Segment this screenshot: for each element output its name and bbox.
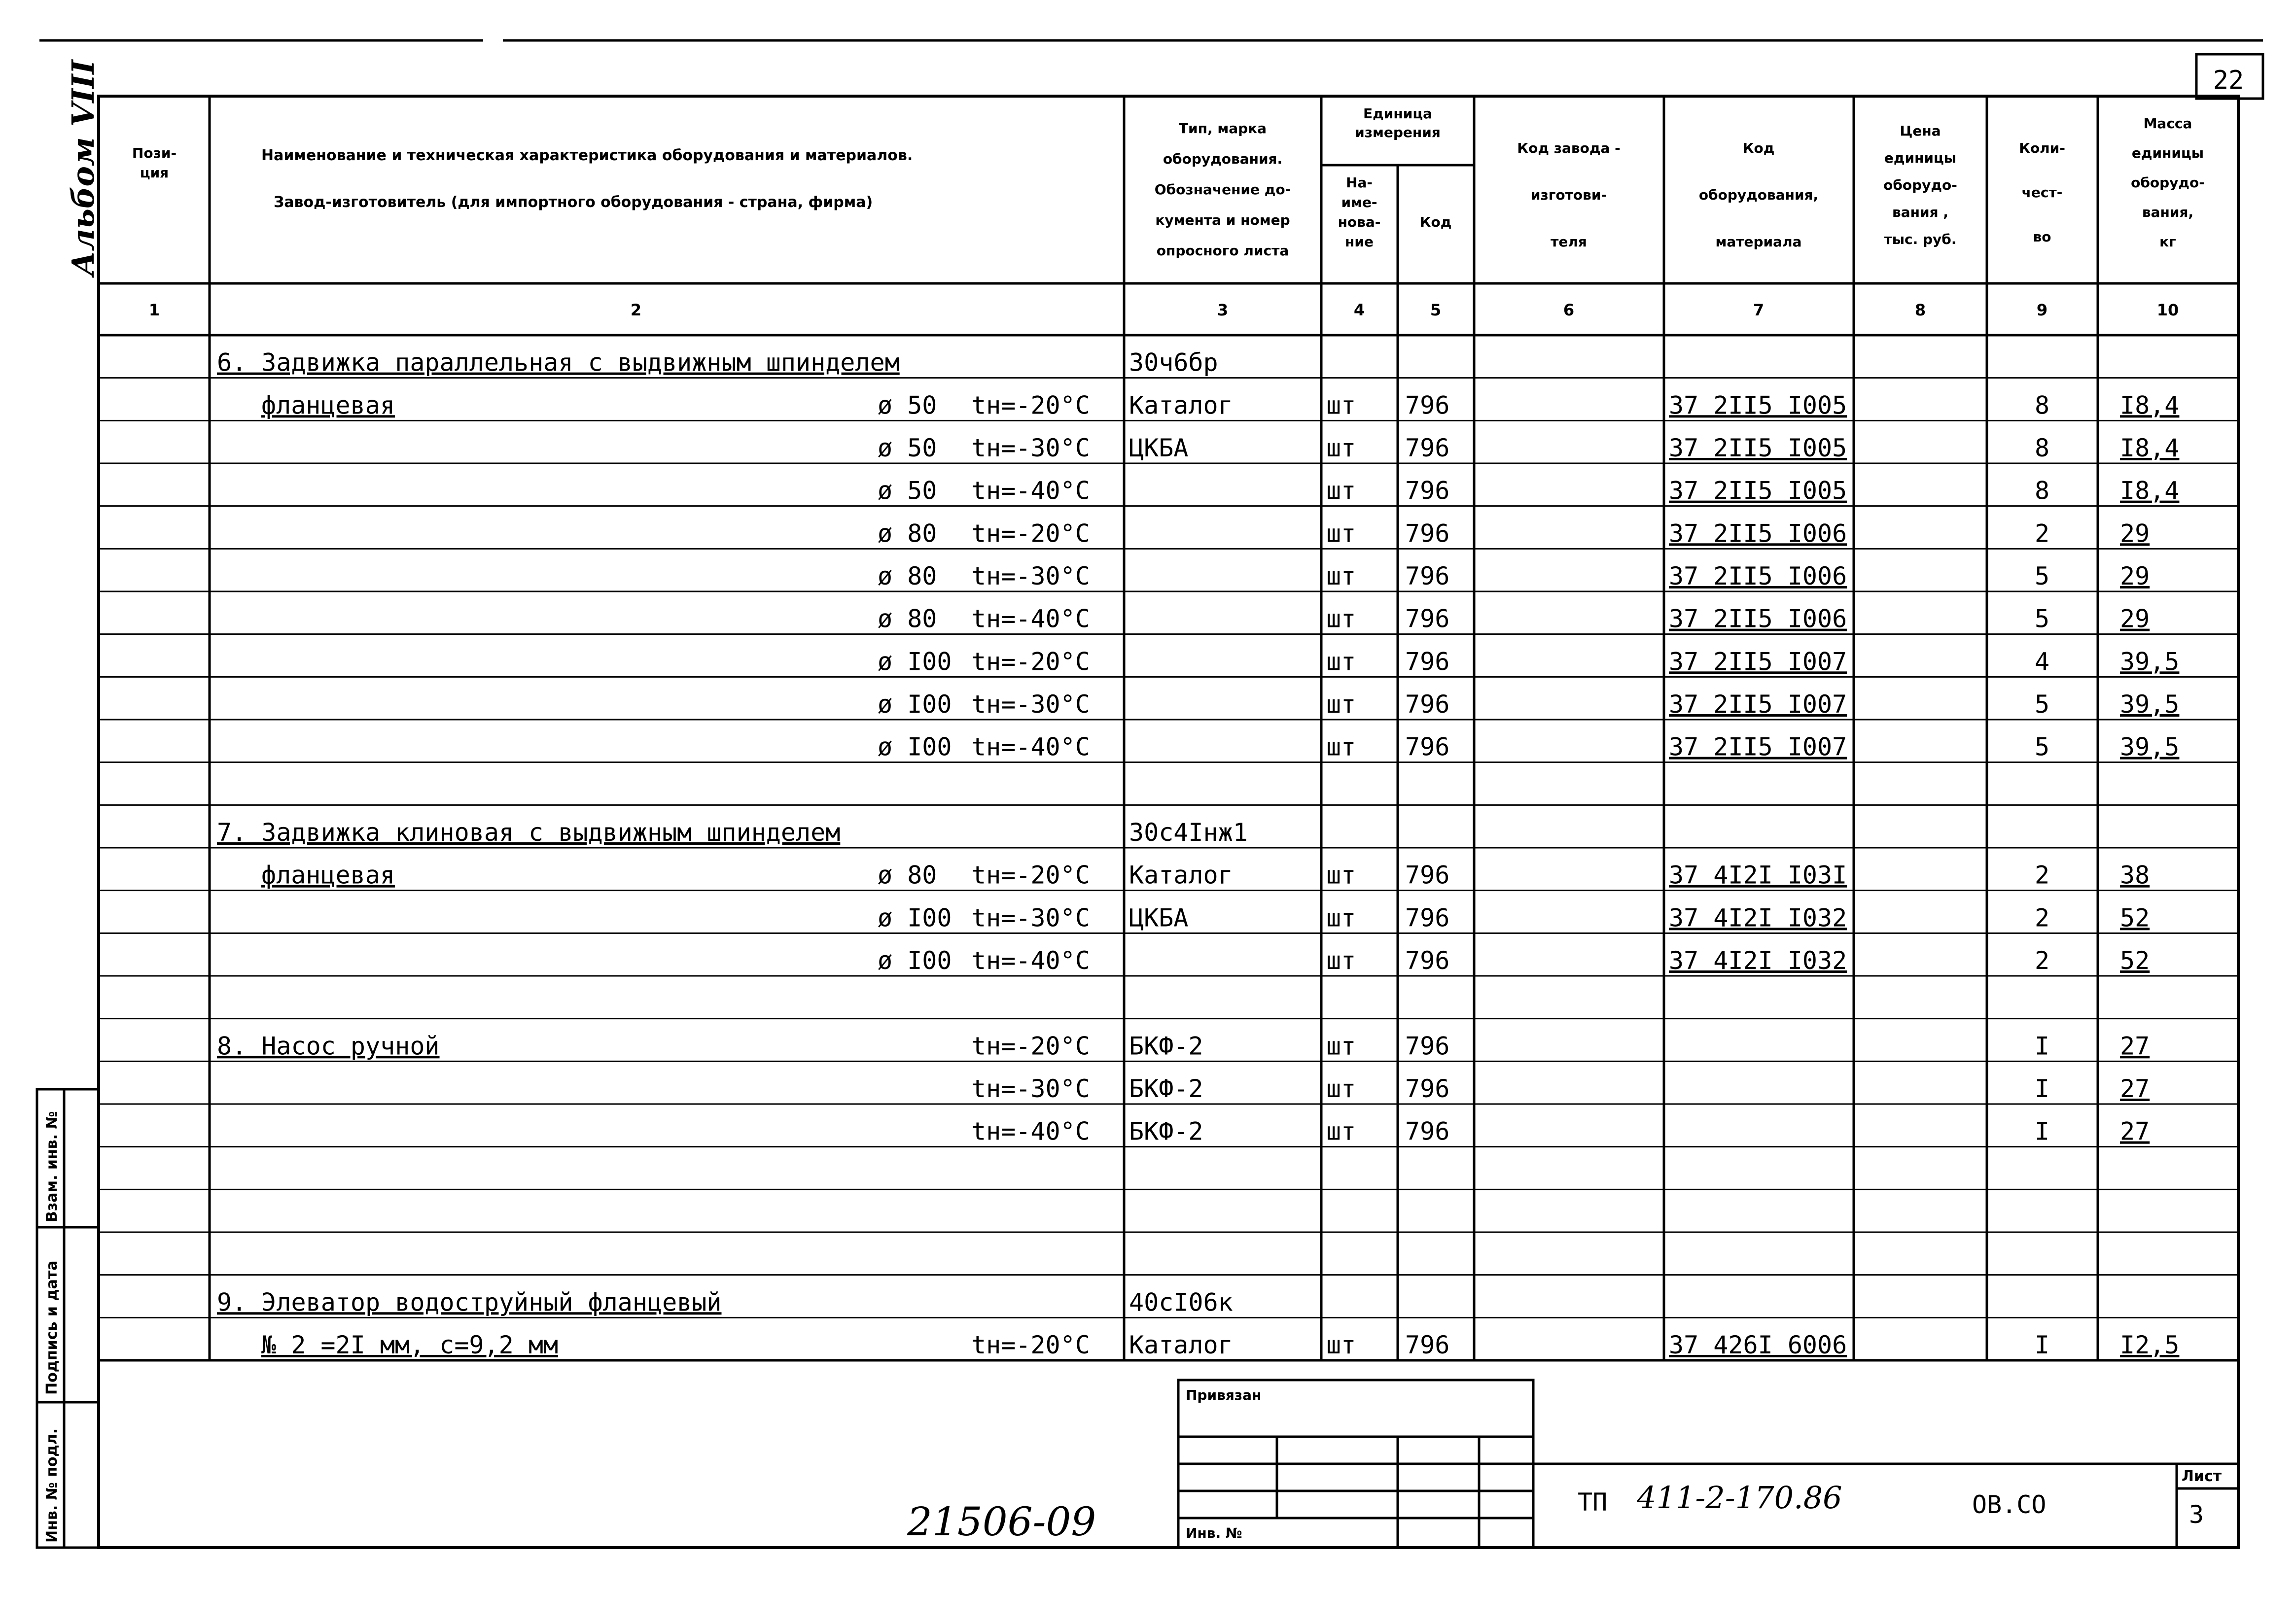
row-unit-code: 796 bbox=[1405, 946, 1450, 975]
row-name: фланцевая bbox=[261, 861, 395, 890]
row-type: ЦКБА bbox=[1129, 434, 1189, 462]
row-diameter: ø 80 bbox=[878, 562, 937, 590]
row-temperature: tн=-40°С bbox=[971, 1117, 1090, 1146]
row-unit-code: 796 bbox=[1405, 647, 1450, 676]
sheet-label: Лист bbox=[2182, 1468, 2222, 1485]
table-row bbox=[99, 1074, 2238, 1104]
row-diameter: ø 50 bbox=[878, 391, 937, 420]
row-equipment-code: 37 4I2I I032 bbox=[1669, 903, 1847, 933]
row-name: 9. Элеватор водоструйный фланцевый bbox=[217, 1288, 722, 1317]
row-temperature: tн=-30°С bbox=[971, 434, 1090, 462]
row-type: 40сI06к bbox=[1129, 1288, 1233, 1317]
h-col7-line: Код bbox=[1742, 140, 1775, 156]
row-quantity: 4 bbox=[2034, 647, 2050, 676]
doc-code: ОВ.СО bbox=[1972, 1490, 2047, 1519]
h-col7-line: оборудования, bbox=[1698, 187, 1819, 203]
row-unit: шт bbox=[1326, 946, 1356, 975]
row-mass: 39,5 bbox=[2120, 690, 2180, 719]
row-temperature: tн=-30°С bbox=[971, 562, 1090, 590]
tp-number: 411-2-170.86 bbox=[1637, 1480, 1842, 1516]
row-type: 30ч6бр bbox=[1129, 348, 1218, 377]
h-col6-line: изготови- bbox=[1530, 187, 1607, 203]
row-name: 8. Насос ручной bbox=[217, 1032, 440, 1061]
row-type: 30с4Iнж1 bbox=[1129, 818, 1248, 847]
tp-prefix: ТП bbox=[1578, 1488, 1608, 1517]
h-col3-line: Обозначение до- bbox=[1154, 181, 1291, 198]
row-type: Каталог bbox=[1129, 391, 1233, 420]
h-col4-line: ние bbox=[1345, 234, 1374, 250]
table-row bbox=[99, 1331, 2238, 1360]
row-mass: I8,4 bbox=[2120, 391, 2180, 420]
h-col8-line: вания , bbox=[1892, 204, 1948, 220]
column-number: 3 bbox=[1217, 301, 1229, 319]
row-diameter: ø 50 bbox=[878, 434, 937, 462]
row-mass: 29 bbox=[2120, 562, 2150, 590]
row-temperature: tн=-40°С bbox=[971, 732, 1090, 761]
row-diameter: ø I00 bbox=[878, 946, 952, 975]
row-quantity: 5 bbox=[2034, 562, 2050, 590]
row-mass: 27 bbox=[2120, 1074, 2150, 1103]
row-quantity: 8 bbox=[2034, 391, 2050, 420]
row-diameter: ø 80 bbox=[878, 861, 937, 890]
h-col10-line: оборудо- bbox=[2131, 174, 2205, 191]
sheet-number-box bbox=[2196, 54, 2263, 99]
row-temperature: tн=-30°С bbox=[971, 1074, 1090, 1103]
h-col4-line: нова- bbox=[1338, 214, 1381, 230]
row-unit: шт bbox=[1326, 903, 1356, 933]
h-col7-line: материала bbox=[1715, 234, 1802, 250]
row-type: Каталог bbox=[1129, 861, 1233, 890]
row-temperature: tн=-20°С bbox=[971, 519, 1090, 548]
h-col45-line: Единица bbox=[1363, 105, 1432, 122]
column-number: 5 bbox=[1430, 301, 1442, 319]
column-lines bbox=[210, 96, 2098, 1360]
h-col10-line: Масса bbox=[2143, 115, 2192, 132]
h-col3-line: оборудования. bbox=[1163, 151, 1283, 167]
row-equipment-code: 37 4I2I I03I bbox=[1669, 861, 1847, 890]
table-row bbox=[99, 605, 2238, 634]
row-unit-code: 796 bbox=[1405, 519, 1450, 548]
row-mass: 52 bbox=[2120, 903, 2150, 933]
table-row bbox=[99, 434, 2238, 463]
header-name-line1: Наименование и техническая характеристика оборудования и материалов. bbox=[261, 147, 913, 164]
row-unit-code: 796 bbox=[1405, 903, 1450, 933]
row-unit-code: 796 bbox=[1405, 732, 1450, 761]
row-temperature: tн=-20°С bbox=[971, 1331, 1090, 1359]
row-quantity: 2 bbox=[2034, 946, 2050, 975]
row-unit: шт bbox=[1326, 519, 1356, 548]
row-equipment-code: 37 2II5 I006 bbox=[1669, 562, 1847, 590]
h-col6-line: теля bbox=[1551, 234, 1587, 250]
title-block bbox=[99, 1360, 2238, 1548]
row-type: ЦКБА bbox=[1129, 903, 1189, 933]
row-unit-code: 796 bbox=[1405, 861, 1450, 890]
row-mass: I8,4 bbox=[2120, 434, 2180, 462]
table-row bbox=[99, 391, 2238, 420]
row-mass: 39,5 bbox=[2120, 647, 2180, 676]
row-temperature: tн=-20°С bbox=[971, 647, 1090, 676]
table-row bbox=[99, 946, 2238, 976]
table-row bbox=[99, 477, 2238, 506]
row-equipment-code: 37 2II5 I007 bbox=[1669, 732, 1847, 761]
row-temperature: tн=-20°С bbox=[971, 861, 1090, 890]
row-type: Каталог bbox=[1129, 1331, 1233, 1359]
row-quantity: 8 bbox=[2034, 476, 2050, 505]
row-unit: шт bbox=[1326, 647, 1356, 676]
h-col45-line: измерения bbox=[1355, 124, 1441, 140]
column-number: 10 bbox=[2156, 301, 2179, 319]
column-numbers-row bbox=[149, 301, 2179, 319]
row-unit-code: 796 bbox=[1405, 690, 1450, 719]
row-unit: шт bbox=[1326, 690, 1356, 719]
h-col8-line: тыс. руб. bbox=[1884, 231, 1957, 247]
table-row bbox=[99, 1117, 2238, 1147]
table-row bbox=[99, 1032, 2238, 1061]
column-number: 9 bbox=[2036, 301, 2048, 319]
table-header bbox=[132, 105, 2205, 259]
row-quantity: 2 bbox=[2034, 519, 2050, 548]
row-unit-code: 796 bbox=[1405, 1074, 1450, 1103]
column-number: 2 bbox=[630, 301, 642, 319]
table-row bbox=[99, 690, 2238, 720]
row-mass: I8,4 bbox=[2120, 476, 2180, 505]
h-col8-line: оборудо- bbox=[1883, 177, 1957, 193]
h-col3-line: кумента и номер bbox=[1155, 212, 1290, 228]
table-row bbox=[99, 1288, 2238, 1317]
table-row bbox=[99, 348, 2238, 378]
row-mass: I2,5 bbox=[2120, 1331, 2180, 1359]
row-type: БКФ-2 bbox=[1129, 1074, 1203, 1103]
row-quantity: 5 bbox=[2034, 690, 2050, 719]
row-equipment-code: 37 4I2I I032 bbox=[1669, 946, 1847, 975]
row-unit-code: 796 bbox=[1405, 391, 1450, 420]
stamp-inv-original: Инв. № подл. bbox=[43, 1428, 61, 1543]
table-row bbox=[99, 818, 2238, 848]
column-number: 7 bbox=[1753, 301, 1765, 319]
row-type: БКФ-2 bbox=[1129, 1117, 1203, 1146]
row-temperature: tн=-20°С bbox=[971, 391, 1090, 420]
h-col4-line: име- bbox=[1341, 194, 1377, 210]
row-type: БКФ-2 bbox=[1129, 1032, 1203, 1061]
sheet-number: 22 bbox=[2213, 66, 2244, 95]
row-name: 6. Задвижка параллельная с выдвижным шпинделем bbox=[217, 348, 900, 377]
h-col10-line: единицы bbox=[2131, 145, 2204, 161]
row-equipment-code: 37 2II5 I005 bbox=[1669, 391, 1847, 420]
row-temperature: tн=-40°С bbox=[971, 476, 1090, 505]
table-row bbox=[99, 647, 2238, 677]
row-equipment-code: 37 2II5 I006 bbox=[1669, 604, 1847, 633]
row-temperature: tн=-30°С bbox=[971, 903, 1090, 933]
h-col9-line: чест- bbox=[2021, 184, 2063, 201]
inv-no-label: Инв. № bbox=[1186, 1525, 1242, 1541]
row-mass: 29 bbox=[2120, 519, 2150, 548]
h-col3-line: Тип, марка bbox=[1178, 120, 1267, 137]
stamp-signature-date: Подпись и дата bbox=[43, 1260, 61, 1395]
row-unit-code: 796 bbox=[1405, 1331, 1450, 1359]
row-quantity: 8 bbox=[2034, 434, 2050, 462]
row-mass: 39,5 bbox=[2120, 732, 2180, 761]
column-number: 1 bbox=[148, 301, 160, 319]
h-col1-line: ция bbox=[140, 165, 169, 181]
row-unit: шт bbox=[1326, 476, 1356, 505]
h-col6-line: Код завода - bbox=[1517, 140, 1621, 156]
row-unit-code: 796 bbox=[1405, 434, 1450, 462]
column-number: 6 bbox=[1563, 301, 1575, 319]
h-col1-line: Пози- bbox=[132, 145, 177, 161]
h-col5-line: Код bbox=[1419, 214, 1452, 230]
row-diameter: ø I00 bbox=[878, 903, 952, 933]
row-equipment-code: 37 2II5 I007 bbox=[1669, 647, 1847, 676]
row-equipment-code: 37 2II5 I005 bbox=[1669, 434, 1847, 462]
row-unit-code: 796 bbox=[1405, 604, 1450, 633]
row-name: фланцевая bbox=[261, 391, 395, 420]
row-mass: 27 bbox=[2120, 1117, 2150, 1146]
row-quantity: I bbox=[2034, 1074, 2050, 1103]
album-label: Альбом VIII bbox=[65, 60, 101, 276]
row-temperature: tн=-40°С bbox=[971, 604, 1090, 633]
stamp-replace-inv: Взам. инв. № bbox=[43, 1111, 61, 1222]
row-mass: 52 bbox=[2120, 946, 2150, 975]
h-col9-line: Коли- bbox=[2019, 140, 2065, 156]
column-number: 4 bbox=[1353, 301, 1365, 319]
h-col10-line: кг bbox=[2159, 234, 2176, 250]
row-diameter: ø 80 bbox=[878, 519, 937, 548]
row-quantity: 2 bbox=[2034, 861, 2050, 890]
table-row bbox=[99, 733, 2238, 762]
h-col4-line: На- bbox=[1346, 174, 1373, 191]
h-col8-line: Цена bbox=[1900, 123, 1941, 139]
row-unit-code: 796 bbox=[1405, 476, 1450, 505]
row-name: 7. Задвижка клиновая с выдвижным шпинделем bbox=[217, 818, 841, 847]
row-temperature: tн=-20°С bbox=[971, 1032, 1090, 1061]
h-col10-line: вания, bbox=[2142, 204, 2194, 220]
row-quantity: I bbox=[2034, 1117, 2050, 1146]
row-unit: шт bbox=[1326, 1032, 1356, 1061]
row-diameter: ø I00 bbox=[878, 647, 952, 676]
row-unit: шт bbox=[1326, 1117, 1356, 1146]
row-unit: шт bbox=[1326, 391, 1356, 420]
column-number: 8 bbox=[1914, 301, 1926, 319]
archive-number: 21506-09 bbox=[907, 1499, 1096, 1545]
h-col3-line: опросного листа bbox=[1156, 242, 1289, 259]
h-col8-line: единицы bbox=[1884, 150, 1957, 166]
row-name: № 2 =2I мм, с=9,2 мм bbox=[261, 1331, 559, 1359]
row-unit-code: 796 bbox=[1405, 562, 1450, 590]
row-quantity: I bbox=[2034, 1032, 2050, 1061]
row-unit: шт bbox=[1326, 732, 1356, 761]
row-temperature: tн=-40°С bbox=[971, 946, 1090, 975]
row-unit: шт bbox=[1326, 562, 1356, 590]
row-unit: шт bbox=[1326, 604, 1356, 633]
row-quantity: I bbox=[2034, 1331, 2050, 1359]
header-name-line2: Завод-изготовитель (для импортного оборудования - страна, фирма) bbox=[274, 194, 873, 211]
row-unit: шт bbox=[1326, 861, 1356, 890]
table-row bbox=[99, 861, 2238, 891]
row-unit: шт bbox=[1326, 434, 1356, 462]
row-equipment-code: 37 426I 6006 bbox=[1669, 1331, 1847, 1359]
row-equipment-code: 37 2II5 I007 bbox=[1669, 690, 1847, 719]
row-diameter: ø 80 bbox=[878, 604, 937, 633]
table-row bbox=[99, 903, 2238, 933]
row-mass: 27 bbox=[2120, 1032, 2150, 1061]
row-mass: 38 bbox=[2120, 861, 2150, 890]
attached-label: Привязан bbox=[1186, 1387, 1262, 1403]
row-quantity: 5 bbox=[2034, 732, 2050, 761]
row-quantity: 5 bbox=[2034, 604, 2050, 633]
row-diameter: ø I00 bbox=[878, 732, 952, 761]
row-diameter: ø 50 bbox=[878, 476, 937, 505]
row-mass: 29 bbox=[2120, 604, 2150, 633]
row-unit-code: 796 bbox=[1405, 1117, 1450, 1146]
row-unit: шт bbox=[1326, 1074, 1356, 1103]
table-row bbox=[99, 562, 2238, 591]
row-unit-code: 796 bbox=[1405, 1032, 1450, 1061]
row-quantity: 2 bbox=[2034, 903, 2050, 933]
row-diameter: ø I00 bbox=[878, 690, 952, 719]
row-equipment-code: 37 2II5 I005 bbox=[1669, 476, 1847, 505]
row-temperature: tн=-30°С bbox=[971, 690, 1090, 719]
row-equipment-code: 37 2II5 I006 bbox=[1669, 519, 1847, 548]
h-col9-line: во bbox=[2033, 229, 2051, 245]
table-row bbox=[99, 519, 2238, 549]
sheet-value: 3 bbox=[2189, 1500, 2204, 1529]
row-unit: шт bbox=[1326, 1331, 1356, 1359]
equipment-table-body bbox=[99, 348, 2238, 1360]
